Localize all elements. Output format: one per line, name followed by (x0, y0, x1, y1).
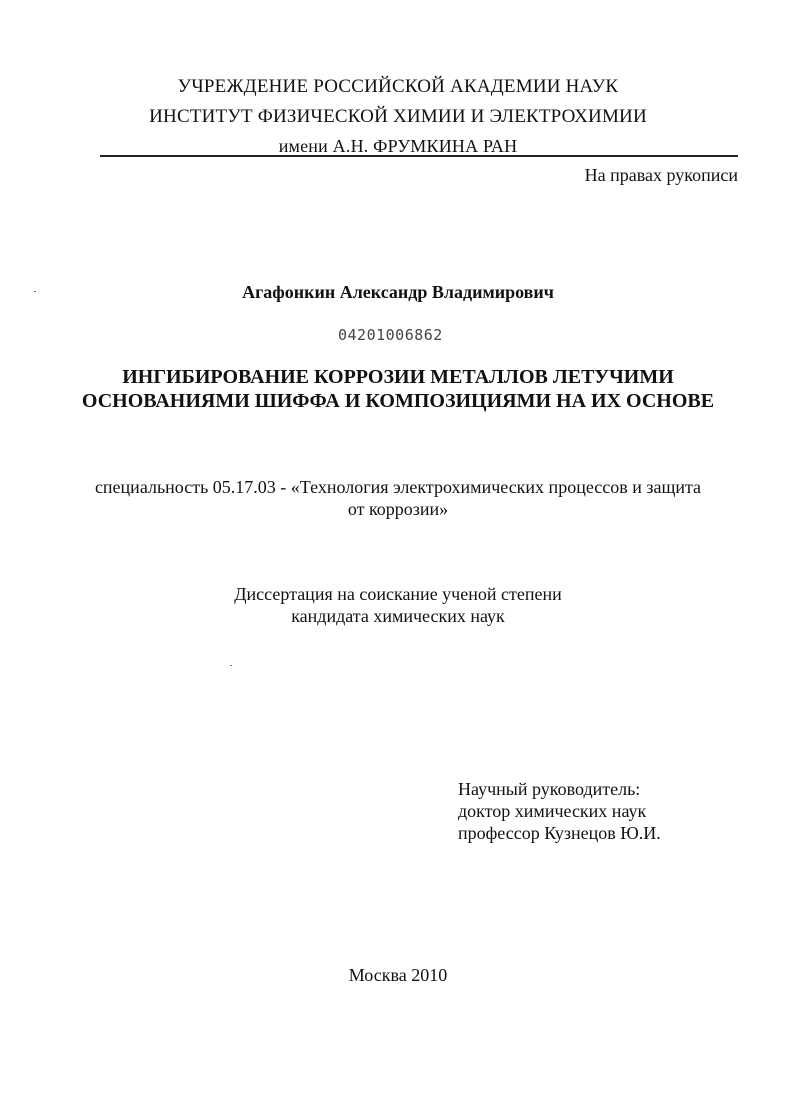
institution-line-1: УЧРЕЖДЕНИЕ РОССИЙСКОЙ АКАДЕМИИ НАУК (177, 76, 619, 97)
manuscript-note: На правах рукописи (584, 165, 738, 185)
degree-line-1: Диссертация на соискание ученой степени (234, 584, 562, 604)
specialty-line-2: от коррозии» (347, 499, 449, 519)
scan-speck (230, 665, 232, 666)
thesis-title-line-2: ОСНОВАНИЯМИ ШИФФА И КОМПОЗИЦИЯМИ НА ИХ ОСНОВЕ (81, 390, 715, 412)
institution-line-3: имени А.Н. ФРУМКИНА РАН (278, 136, 518, 156)
supervisor-name: профессор Кузнецов Ю.И. (458, 823, 661, 843)
stamp-number: 04201006862 (338, 326, 443, 344)
city-year: Москва 2010 (348, 965, 448, 985)
header-divider (100, 155, 738, 157)
supervisor-degree: доктор химических наук (458, 801, 647, 821)
institution-line-2: ИНСТИТУТ ФИЗИЧЕСКОЙ ХИМИИ И ЭЛЕКТРОХИМИИ (149, 106, 647, 127)
specialty-line-1: специальность 05.17.03 - «Технология электрохимических процессов и защита (94, 477, 702, 497)
scan-speck (34, 291, 36, 292)
thesis-title-line-1: ИНГИБИРОВАНИЕ КОРРОЗИИ МЕТАЛЛОВ ЛЕТУЧИМИ (122, 366, 674, 388)
author-name: Агафонкин Александр Владимирович (242, 282, 554, 302)
supervisor-label: Научный руководитель: (458, 779, 641, 799)
degree-line-2: кандидата химических наук (291, 606, 505, 626)
